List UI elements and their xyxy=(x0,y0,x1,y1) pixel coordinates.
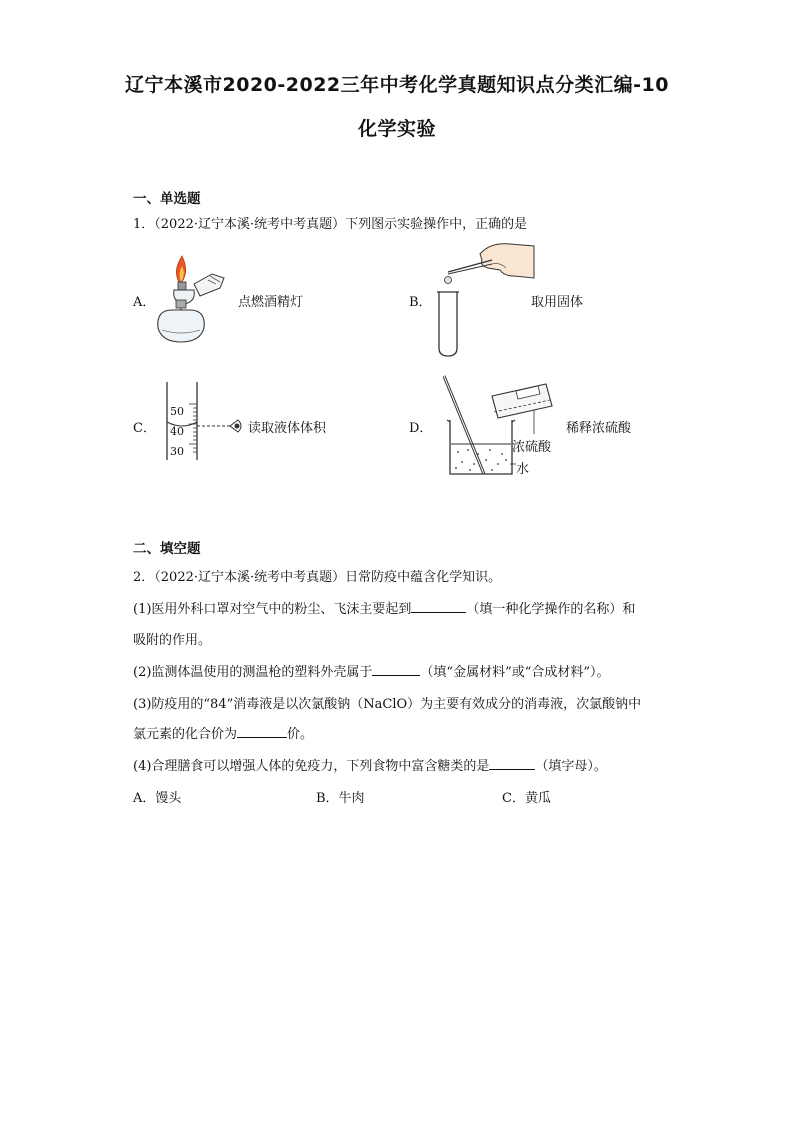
q2-p4-text-a: (4)合理膳食可以增强人体的免疫力，下列食物中富含糖类的是 xyxy=(133,759,490,774)
q2-choice-a: A．馒头 xyxy=(133,791,182,806)
question-2-part-3: (3)防疫用的“84”消毒液是以次氯酸钠（NaClO）为主要有效成分的消毒液，次氯酸钠中 xyxy=(133,697,642,712)
option-b-letter: B． xyxy=(409,295,432,310)
document-title-line2: 化学实验 xyxy=(357,118,436,140)
q2-p4-text-b: （填字母）。 xyxy=(535,759,607,774)
label-water: 水 xyxy=(516,462,530,477)
section-heading-single-choice: 一、单选题 xyxy=(133,191,201,207)
question-2-part-4 xyxy=(133,755,607,774)
q2-choice-b: B．牛肉 xyxy=(316,791,365,806)
option-d-caption: 稀释浓硫酸 xyxy=(566,421,632,436)
q2-p2-blank[interactable] xyxy=(372,663,420,676)
q2-p2-text-a: (2)监测体温使用的测温枪的塑料外壳属于 xyxy=(133,665,373,680)
question-2-part-3-cont xyxy=(133,723,313,742)
q2-choice-c: C．黄瓜 xyxy=(502,791,551,806)
question-1-stem: 1．（2022·辽宁本溪·统考中考真题）下列图示实验操作中，正确的是 xyxy=(133,217,528,232)
alcohol-lamp-lighting-icon xyxy=(150,254,240,346)
q2-p3-text-c: 价。 xyxy=(287,727,314,742)
beaker-dilution-icon xyxy=(442,374,562,480)
q2-p2-text-b: （填“金属材料”或“合成材料”）。 xyxy=(420,665,610,680)
option-d-letter: D． xyxy=(409,421,433,436)
document-title-line1: 辽宁本溪市2020-2022三年中考化学真题知识点分类汇编-10 xyxy=(125,74,669,96)
cylinder-scale-30: 30 xyxy=(170,445,184,458)
option-a-letter: A． xyxy=(133,295,156,310)
q2-p4-blank[interactable] xyxy=(489,757,535,770)
option-c-letter: C． xyxy=(133,421,156,436)
cylinder-scale-40: 40 xyxy=(170,425,184,438)
q2-p1-text-a: (1)医用外科口罩对空气中的粉尘、飞沫主要起到 xyxy=(133,602,412,617)
question-2-part-1 xyxy=(133,598,635,617)
question-2-part-2 xyxy=(133,661,610,680)
option-c-caption: 读取液体体积 xyxy=(248,421,327,436)
cylinder-scale-50: 50 xyxy=(170,405,184,418)
option-b-caption: 取用固体 xyxy=(531,295,584,310)
question-2-part-1-cont: 吸附的作用。 xyxy=(133,633,212,648)
question-2-stem: 2．（2022·辽宁本溪·统考中考真题）日常防疫中蕴含化学知识。 xyxy=(133,570,502,585)
q2-p3-blank[interactable] xyxy=(237,725,287,738)
test-tube-solid-icon xyxy=(430,240,535,358)
option-a-caption: 点燃酒精灯 xyxy=(238,295,304,310)
section-heading-fill-in: 二、填空题 xyxy=(133,541,201,557)
q2-p1-text-b: （填一种化学操作的名称）和 xyxy=(466,602,636,617)
q2-p1-blank[interactable] xyxy=(411,600,466,613)
label-concentrated-sulfuric-acid: 浓硫酸 xyxy=(512,440,552,455)
q2-p3-text-b: 氯元素的化合价为 xyxy=(133,727,238,742)
